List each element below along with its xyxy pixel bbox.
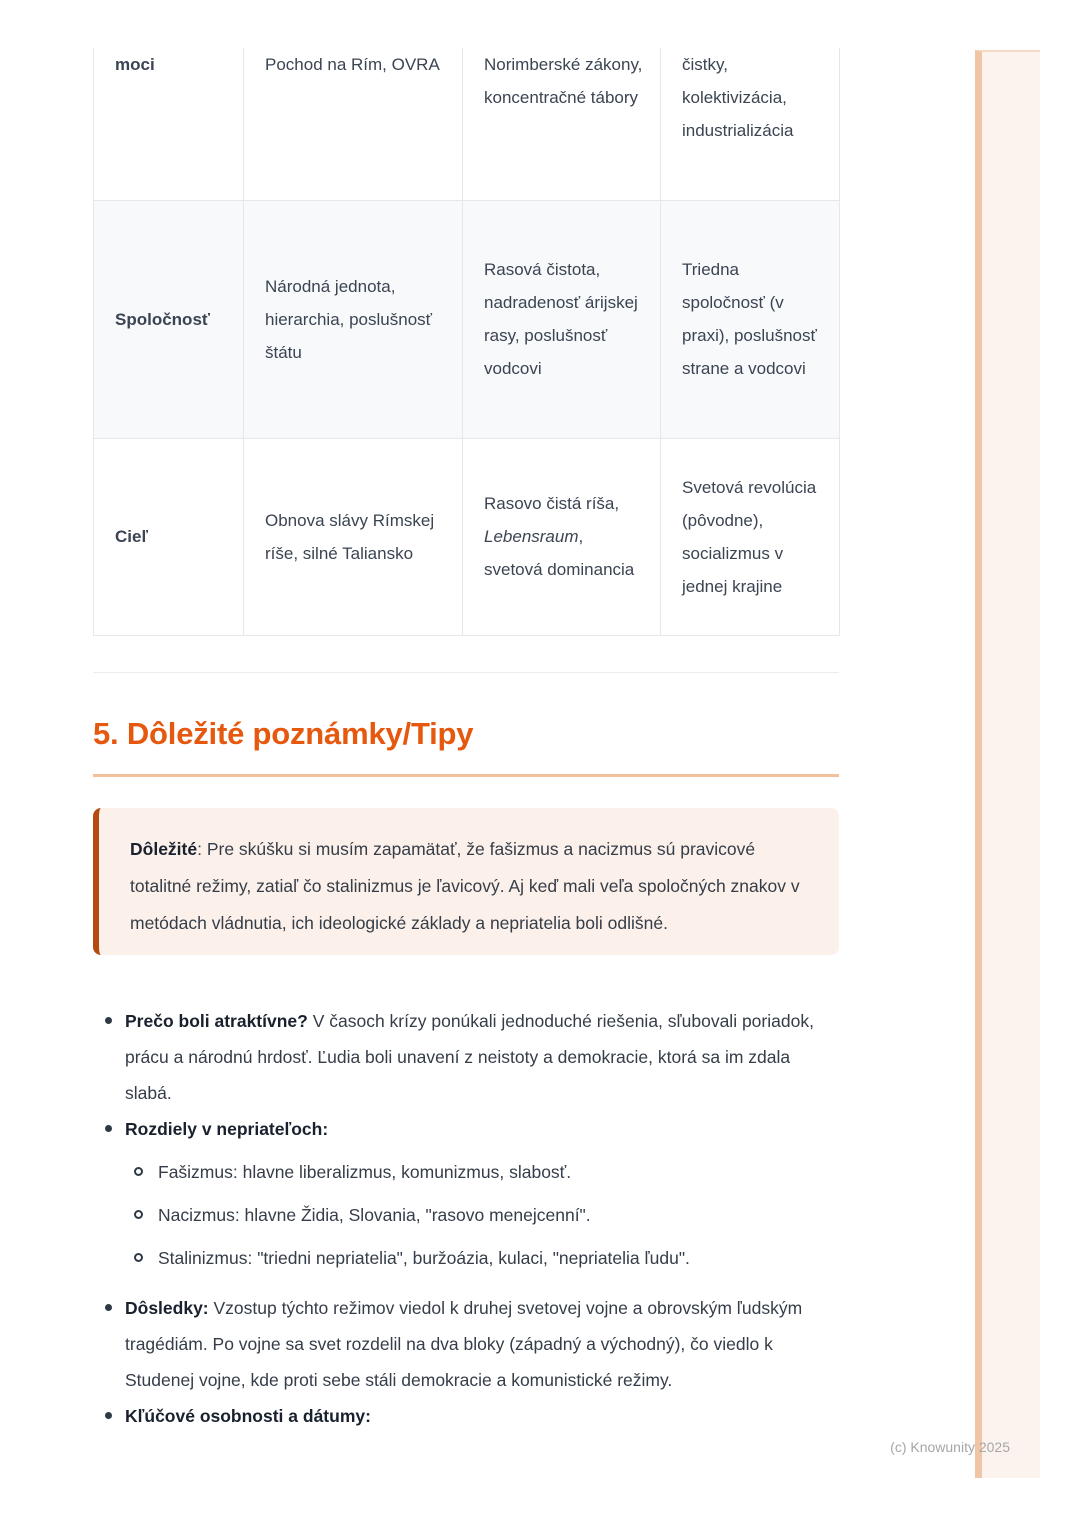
- callout-lead: Dôležité: [130, 839, 198, 859]
- list-item: [93, 1290, 839, 1398]
- bullet-icon: [105, 1304, 112, 1311]
- cell-stalinism-power: čistky, kolektivizácia, industrializácia: [661, 48, 840, 200]
- cell-nazism-power: Norimberské zákony, koncentračné tábory: [463, 48, 661, 200]
- table-row: [94, 48, 840, 200]
- list-item: [93, 1398, 839, 1434]
- section-heading: 5. Dôležité poznámky/Tipy: [93, 716, 474, 751]
- hollow-bullet-icon: [134, 1210, 143, 1219]
- cell-nazism-goal: [463, 438, 661, 635]
- row-label-ciel: Cieľ: [94, 438, 244, 635]
- cell-text: Rasovo čistá ríša,: [484, 494, 620, 513]
- sub-list-item: [125, 1154, 839, 1190]
- sub-list-item: [125, 1197, 839, 1233]
- notes-list: [93, 1003, 839, 1434]
- note-lead: Rozdiely v nepriateľoch:: [125, 1119, 329, 1139]
- note-text: V časoch krízy ponúkali jednoduché riešenia, sľubovali poriadok, prácu a národnú hrdosť. Ľudia boli unavení z neistoty a demokracie, ktorá sa im zdala slabá.: [125, 1011, 814, 1103]
- bullet-icon: [105, 1125, 112, 1132]
- watermark: (c) Knowunity 2025: [890, 1439, 1010, 1455]
- cell-stalinism-goal: Svetová revolúcia (pôvodne), socializmus v jednej krajine: [661, 438, 840, 635]
- section-divider: [93, 672, 839, 673]
- note-lead: Dôsledky:: [125, 1298, 209, 1318]
- lebensraum-italic: Lebensraum: [484, 527, 579, 546]
- note-text: Vzostup týchto režimov viedol k druhej svetovej vojne a obrovským ľudským tragédiám. Po vojne sa svet rozdelil na dva bloky (západný a východný), čo viedlo k Studenej vojne, kde proti sebe stáli demokracie a komunistické režimy.: [125, 1298, 803, 1390]
- sub-note-text: Nacizmus: hlavne Židia, Slovania, "rasovo menejcenní".: [158, 1205, 591, 1225]
- cell-fascism-power: Pochod na Rím, OVRA: [244, 48, 463, 200]
- cell-fascism-goal: Obnova slávy Rímskej ríše, silné Taliansko: [244, 438, 463, 635]
- page-edge-stripe: [975, 50, 1040, 1478]
- sub-list: [125, 1154, 839, 1276]
- table-row: [94, 438, 840, 635]
- sub-note-text: Stalinizmus: "triedni nepriatelia", buržoázia, kulaci, "nepriatelia ľudu".: [158, 1248, 690, 1268]
- sub-list-item: [125, 1240, 839, 1276]
- cell-text: , svetová dominancia: [484, 527, 635, 579]
- sub-note-text: Fašizmus: hlavne liberalizmus, komunizmus, slabosť.: [158, 1162, 572, 1182]
- important-callout: [93, 808, 839, 955]
- heading-underline: [93, 774, 839, 777]
- row-label-moci: moci: [94, 48, 244, 200]
- table-row: [94, 200, 840, 438]
- cell-nazism-society: Rasová čistota, nadradenosť árijskej rasy, poslušnosť vodcovi: [463, 200, 661, 438]
- callout-text: : Pre skúšku si musím zapamätať, že fašizmus a nacizmus sú pravicové totalitné režimy, zatiaľ čo stalinizmus je ľavicový. Aj keď mali veľa spoločných znakov v metódach vládnutia, ich ideologické základy a nepriatelia boli odlišné.: [130, 839, 800, 933]
- list-item: [93, 1003, 839, 1111]
- comparison-table: [93, 48, 839, 636]
- cell-stalinism-society: Triedna spoločnosť (v praxi), poslušnosť strane a vodcovi: [661, 200, 840, 438]
- hollow-bullet-icon: [134, 1167, 143, 1176]
- note-lead: Prečo boli atraktívne?: [125, 1011, 308, 1031]
- bullet-icon: [105, 1412, 112, 1419]
- list-item: [93, 1111, 839, 1276]
- cell-fascism-society: Národná jednota, hierarchia, poslušnosť štátu: [244, 200, 463, 438]
- note-lead: Kľúčové osobnosti a dátumy:: [125, 1406, 371, 1426]
- row-label-spolocnost: Spoločnosť: [94, 200, 244, 438]
- hollow-bullet-icon: [134, 1253, 143, 1262]
- bullet-icon: [105, 1017, 112, 1024]
